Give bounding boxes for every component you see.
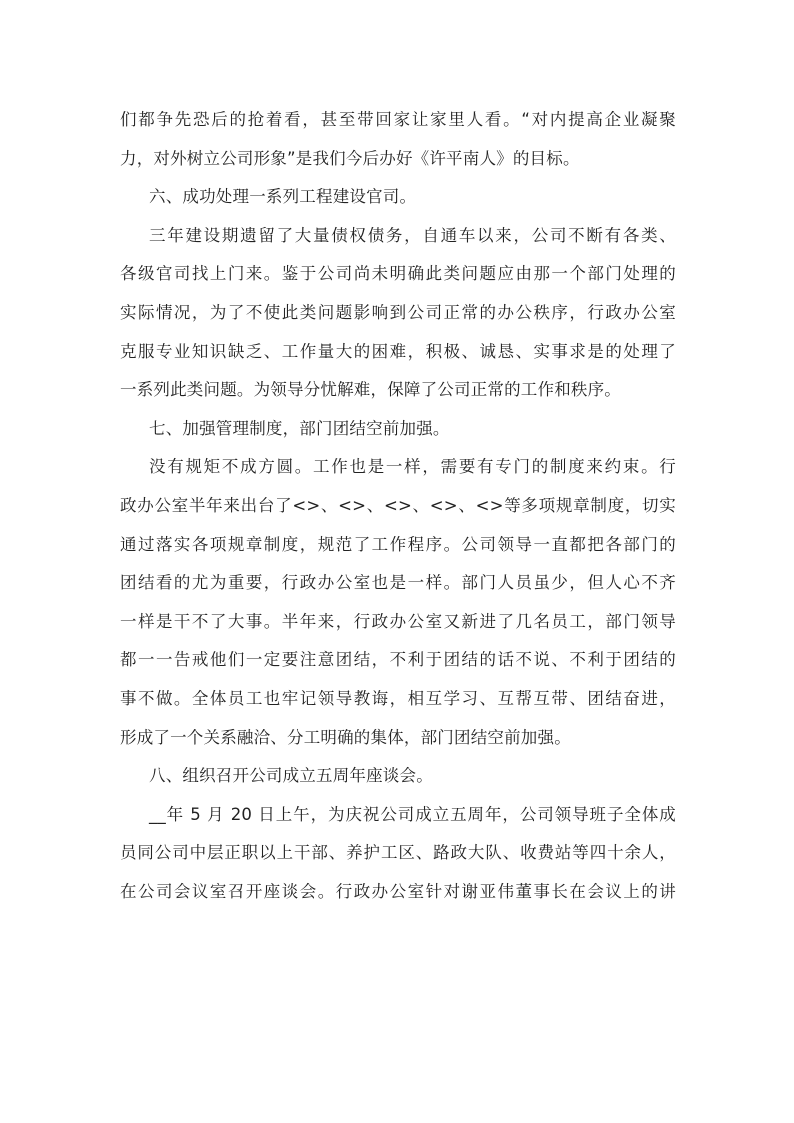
- text-line: 没有规矩不成方圆。工作也是一样，需要有专门的制度来约束。行: [149, 457, 676, 477]
- text-line: 力，对外树立公司形象”是我们今后办好《许平南人》的目标。: [120, 148, 580, 168]
- text-line: 一样是干不了大事。半年来，行政办公室又新进了几名员工，部门领导: [120, 611, 676, 631]
- text-line: 政办公室半年来出台了<>、<>、<>、<>、<>等多项规章制度，切实: [120, 495, 676, 515]
- text-line: 事不做。全体员工也牢记领导教诲，相互学习、互帮互带、团结奋进，: [120, 688, 676, 708]
- text-line: 们都争先恐后的抢着看，甚至带回家让家里人看。“对内提高企业凝聚: [120, 110, 676, 129]
- text-line: 形成了一个关系融洽、分工明确的集体，部门团结空前加强。: [120, 727, 571, 747]
- text-line: 三年建设期遗留了大量债权债务，自通车以来，公司不断有各类、: [149, 225, 676, 245]
- text-line: 团结看的尤为重要，行政办公室也是一样。部门人员虽少，但人心不齐: [120, 573, 676, 593]
- text-line: 八、组织召开公司成立五周年座谈会。: [149, 766, 433, 786]
- text-line: 在公司会议室召开座谈会。行政办公室针对谢亚伟董事长在会议上的讲: [120, 881, 676, 901]
- text-line: 六、成功处理一系列工程建设官司。: [149, 187, 417, 207]
- text-line: 克服专业知识缺乏、工作量大的困难，积极、诚恳、实事求是的处理了: [120, 341, 676, 361]
- text-line: 通过落实各项规章制度，规范了工作程序。公司领导一直都把各部门的: [120, 534, 676, 554]
- document-body: [120, 101, 676, 911]
- text-line: 都一一告戒他们一定要注意团结，不利于团结的话不说、不利于团结的: [120, 650, 676, 670]
- text-line: 实际情况，为了不使此类问题影响到公司正常的办公秩序，行政办公室: [120, 302, 676, 322]
- text-line: 一系列此类问题。为领导分忧解难，保障了公司正常的工作和秩序。: [120, 380, 621, 400]
- text-line: 七、加强管理制度，部门团结空前加强。: [149, 418, 450, 438]
- text-line: __年 5 月 20 日上午，为庆祝公司成立五周年，公司领导班子全体成: [149, 804, 676, 824]
- text-line: 员同公司中层正职以上干部、养护工区、路政大队、收费站等四十余人，: [120, 843, 676, 863]
- text-line: 各级官司找上门来。鉴于公司尚未明确此类问题应由那一个部门处理的: [120, 264, 676, 284]
